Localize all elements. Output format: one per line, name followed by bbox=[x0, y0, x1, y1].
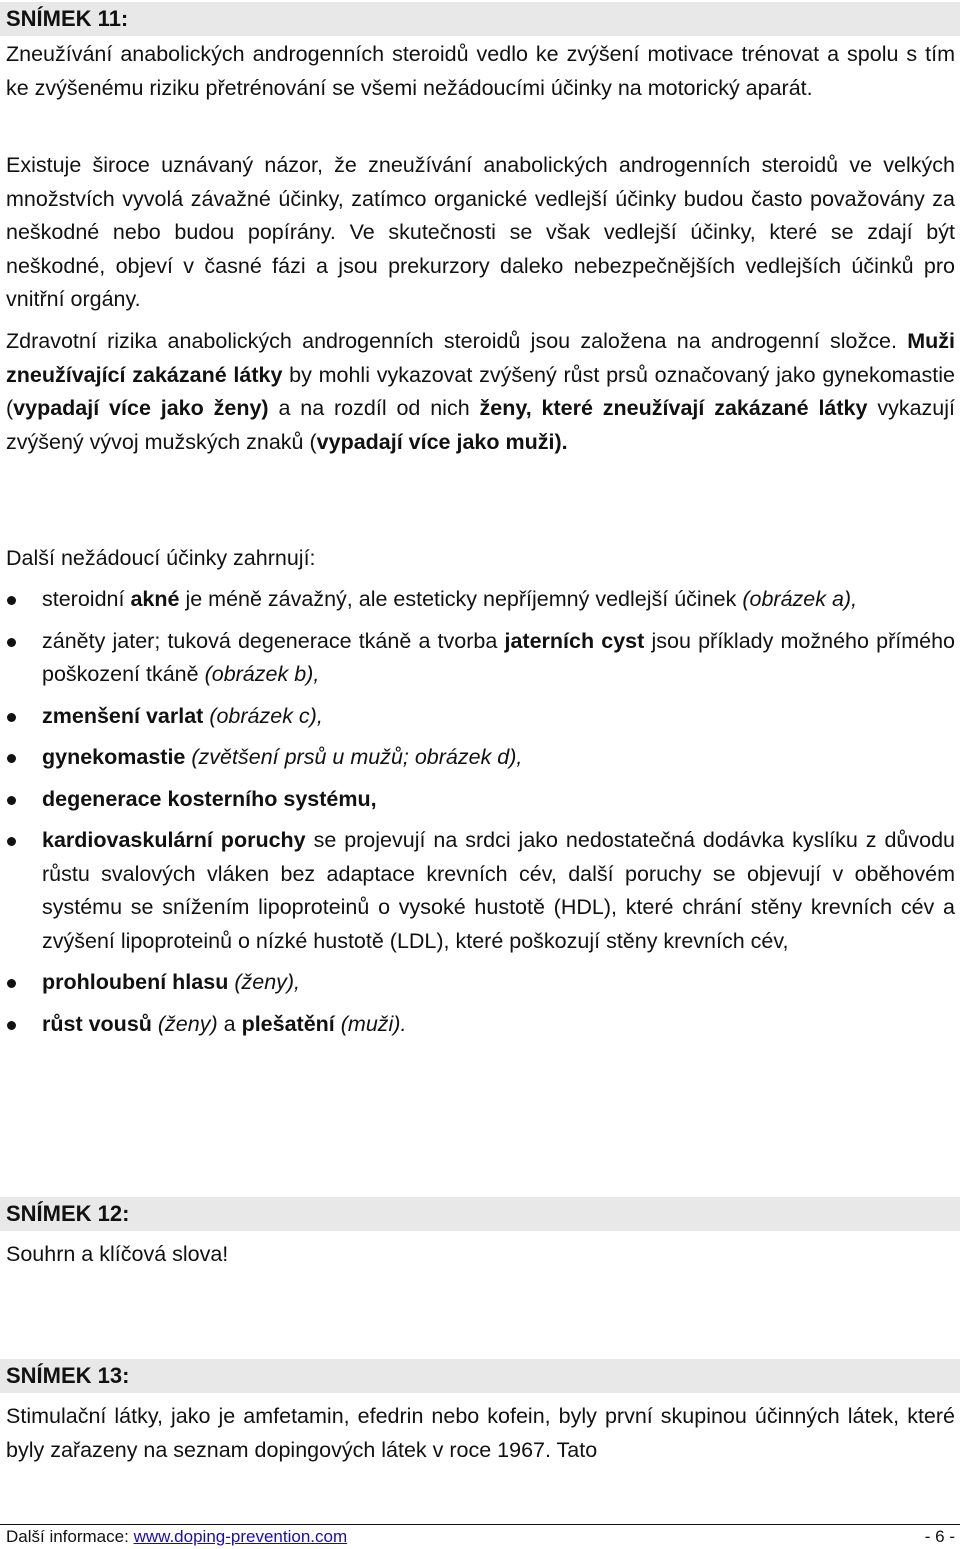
list-item: záněty jater; tuková degenerace tkáně a tvorba jaterních cyst jsou příklady možného přímého poškození tkáně (obrázek b), bbox=[0, 625, 955, 692]
side-effects-list bbox=[0, 583, 960, 1041]
p3-text-3: a na rozdíl od nich bbox=[278, 396, 470, 420]
bullet-icon bbox=[7, 837, 16, 846]
footer-link[interactable]: www.doping-prevention.com bbox=[133, 1527, 348, 1546]
slide-11-paragraph-1: Zneužívání anabolických androgenních steroidů vedlo ke zvýšení motivace trénovat a spolu s tím ke zvýšenému riziku přetrénování se všemi nežádoucími účinky na motorický aparát. bbox=[6, 42, 955, 100]
footer-label: Další informace: bbox=[6, 1527, 129, 1546]
list-item: zmenšení varlat (obrázek c), bbox=[0, 700, 955, 734]
bullet-icon bbox=[7, 1021, 16, 1030]
list-item: prohloubení hlasu (ženy), bbox=[0, 966, 955, 1000]
p3-bold-1: Muži zneužívající zakázané látky bbox=[6, 329, 955, 387]
bullet-icon bbox=[7, 713, 16, 722]
slide-13-text: Stimulační látky, jako je amfetamin, efedrin nebo kofein, byly první skupinou účinných látek, které byly zařazeny na seznam dopingových látek v roce 1967. Tato bbox=[6, 1404, 955, 1462]
p3-bold-3: ženy, které zneužívají zakázané látky bbox=[479, 396, 868, 420]
effects-intro: Další nežádoucí účinky zahrnují: bbox=[6, 546, 316, 570]
p3-bold-4: vypadají více jako muži). bbox=[316, 429, 568, 454]
bullet-icon bbox=[7, 796, 16, 805]
list-item: steroidní akné je méně závažný, ale esteticky nepříjemný vedlejší účinek (obrázek a), bbox=[0, 583, 955, 617]
slide-12-heading: SNÍMEK 12: bbox=[0, 1197, 960, 1231]
bullet-icon bbox=[7, 754, 16, 763]
list-item: degenerace kosterního systému, bbox=[0, 783, 955, 817]
p3-text-2: by mohli vykazovat zvýšený růst prsů označovaný jako gynekomastie ( bbox=[6, 362, 955, 420]
slide-12-text: Souhrn a klíčová slova! bbox=[6, 1242, 229, 1266]
bullet-icon bbox=[7, 979, 16, 988]
list-item: gynekomastie (zvětšení prsů u mužů; obrázek d), bbox=[0, 741, 955, 775]
p3-bold-2: vypadají více jako ženy) bbox=[13, 396, 269, 420]
p3-text-4: vykazují zvýšený vývoj mužských znaků ( bbox=[6, 396, 955, 454]
list-item: růst vousů (ženy) a plešatění (muži). bbox=[0, 1008, 955, 1042]
slide-11-paragraph-3 bbox=[6, 325, 955, 459]
footer-divider bbox=[0, 1524, 960, 1525]
bullet-icon bbox=[7, 596, 16, 605]
page-footer bbox=[6, 1526, 955, 1548]
list-item: kardiovaskulární poruchy se projevují na srdci jako nedostatečná dodávka kyslíku z důvodu růstu svalových vláken bez adaptace krevních cév, další poruchy se objevují v oběhovém systému se snížením lipoproteinů o vysoké hustotě (HDL), které chrání stěny krevních cév a zvýšení lipoproteinů o nízké hustotě (LDL), které poškozují stěny krevních cév, bbox=[0, 824, 955, 958]
page-number: - 6 - bbox=[924, 1527, 955, 1546]
slide-11-heading: SNÍMEK 11: bbox=[0, 2, 960, 36]
p3-text-1: Zdravotní rizika anabolických androgenních steroidů jsou založena na androgenní složce. bbox=[6, 329, 897, 353]
slide-11-paragraph-2: Existuje široce uznávaný názor, že zneužívání anabolických androgenních steroidů ve velkých množstvích vyvolá závažné účinky, zatímco organické vedlejší účinky budou často považovány za neškodné nebo budou popírány. Ve skutečnosti se však vedlejší účinky, které se zdají být neškodné, objeví v časné fázi a jsou prekurzory daleko nebezpečnějších vedlejších účinků pro vnitřní orgány. bbox=[6, 153, 955, 311]
slide-13-heading: SNÍMEK 13: bbox=[0, 1359, 960, 1393]
bullet-icon bbox=[7, 638, 16, 647]
